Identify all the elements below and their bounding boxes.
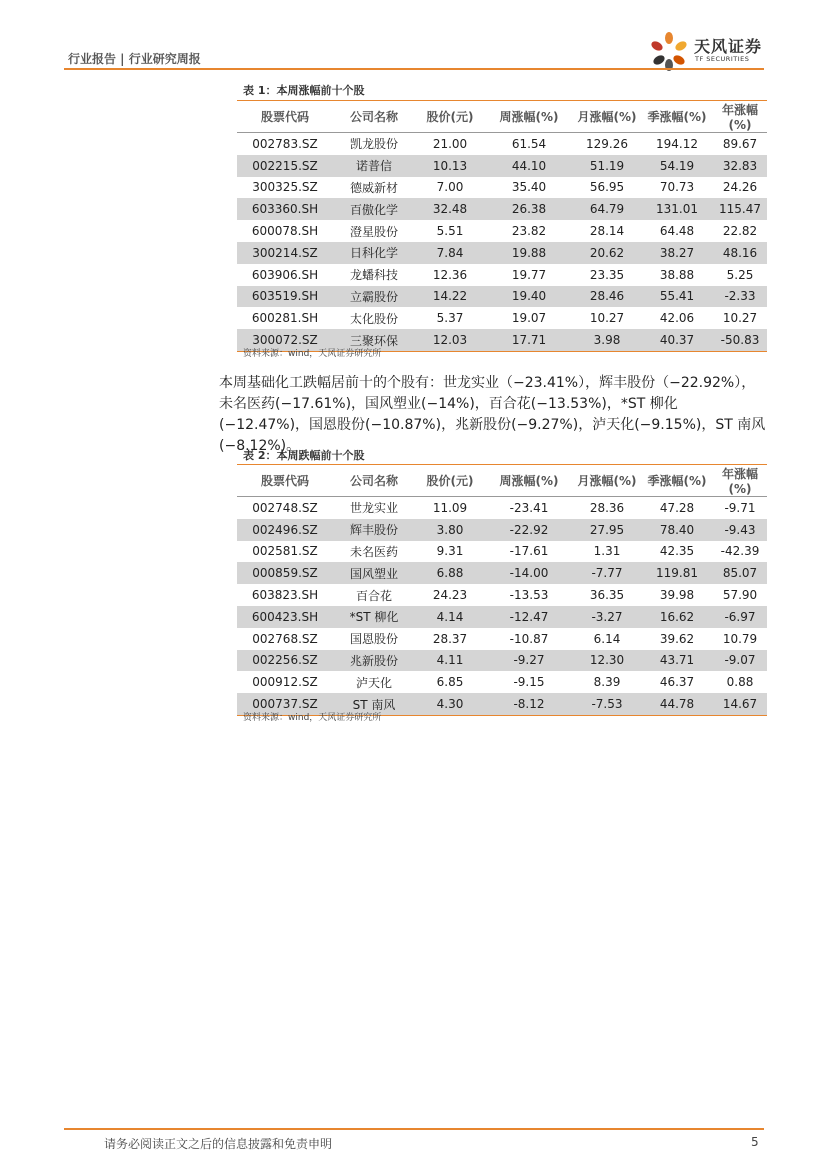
cell-year: -9.07 bbox=[713, 650, 767, 672]
cell-month: 20.62 bbox=[573, 242, 641, 264]
table-row bbox=[237, 177, 767, 199]
col-header-month: 月涨幅(%) bbox=[573, 101, 641, 133]
logo-subtitle: TF SECURITIES bbox=[695, 55, 750, 63]
cell-price: 4.14 bbox=[415, 606, 485, 628]
cell-month: -7.77 bbox=[573, 562, 641, 584]
cell-name: 三聚环保 bbox=[333, 329, 415, 351]
col-header-week: 周涨幅(%) bbox=[485, 101, 573, 133]
company-logo bbox=[648, 30, 768, 72]
cell-name: 百傲化学 bbox=[333, 198, 415, 220]
logo-name: 天风证券 bbox=[694, 37, 763, 56]
cell-season: 46.37 bbox=[659, 675, 695, 690]
cell-month: 12.30 bbox=[573, 650, 641, 672]
decliners-paragraph: 本周基础化工跌幅居前十的个股有：世龙实业（−23.41%），辉丰股份（−22.92%），未名医药(−17.61%)，国风塑业(−14%)，百合花(−13.53%)，*ST 柳化(−12.47%)，国恩股份(−10.87%)，兆新股份(−9.27%)，泸天化(−9.15%)，ST 南风(−8.12%)。 bbox=[219, 375, 766, 454]
cell-week: 35.40 bbox=[511, 180, 547, 195]
cell-year: 10.27 bbox=[722, 311, 758, 326]
cell-price: 28.37 bbox=[432, 631, 468, 646]
table-row bbox=[237, 519, 767, 541]
logo-flower-icon bbox=[648, 30, 692, 72]
cell-week: 19.07 bbox=[511, 311, 547, 326]
table-row bbox=[237, 497, 767, 519]
cell-name: 太化股份 bbox=[349, 311, 398, 326]
cell-code: 300214.SZ bbox=[237, 242, 333, 264]
cell-week: 26.38 bbox=[485, 198, 573, 220]
cell-name: 兆新股份 bbox=[333, 650, 415, 672]
cell-week: -22.92 bbox=[485, 519, 573, 541]
cell-month: 56.95 bbox=[589, 180, 625, 195]
cell-price: 6.85 bbox=[436, 675, 464, 690]
cell-year: -6.97 bbox=[713, 606, 767, 628]
cell-price: 7.00 bbox=[436, 180, 464, 195]
cell-week: -8.12 bbox=[485, 693, 573, 715]
cell-name: 澄星股份 bbox=[349, 224, 398, 239]
table2-header-row bbox=[237, 465, 767, 497]
cell-season: 54.19 bbox=[641, 155, 713, 177]
cell-price: 11.09 bbox=[432, 500, 468, 515]
cell-year: 10.79 bbox=[722, 631, 758, 646]
cell-month: 28.36 bbox=[589, 500, 625, 515]
header-breadcrumb: 行业报告 | 行业研究周报 bbox=[68, 52, 201, 66]
cell-month: 27.95 bbox=[573, 519, 641, 541]
cell-month: 10.27 bbox=[589, 311, 625, 326]
cell-code: 002748.SZ bbox=[252, 500, 318, 515]
cell-code: 600078.SH bbox=[251, 224, 319, 239]
cell-code: 300325.SZ bbox=[252, 180, 318, 195]
cell-season: 194.12 bbox=[656, 136, 698, 151]
cell-month: 3.98 bbox=[573, 329, 641, 351]
cell-season: 38.27 bbox=[641, 242, 713, 264]
cell-code: 603519.SH bbox=[237, 286, 333, 308]
col-header-code: 股票代码 bbox=[237, 101, 333, 133]
cell-week: -14.00 bbox=[485, 562, 573, 584]
cell-price: 32.48 bbox=[415, 198, 485, 220]
table-row bbox=[237, 650, 767, 672]
col-header-season: 季涨幅(%) bbox=[641, 101, 713, 133]
cell-season: 70.73 bbox=[659, 180, 695, 195]
cell-price: 4.30 bbox=[415, 693, 485, 715]
cell-week: -13.53 bbox=[509, 588, 549, 603]
table-row bbox=[237, 606, 767, 628]
cell-price: 6.88 bbox=[415, 562, 485, 584]
cell-week: -23.41 bbox=[509, 500, 549, 515]
cell-season: 43.71 bbox=[641, 650, 713, 672]
cell-week: 23.82 bbox=[511, 224, 547, 239]
table-row bbox=[237, 671, 767, 693]
table-row bbox=[237, 584, 767, 606]
cell-season: 40.37 bbox=[641, 329, 713, 351]
cell-season: 119.81 bbox=[641, 562, 713, 584]
table1-source: 资料来源：wind，天风证券研究所 bbox=[243, 349, 382, 359]
cell-season: 42.06 bbox=[659, 311, 695, 326]
cell-name: 国风塑业 bbox=[333, 562, 415, 584]
cell-code: 000912.SZ bbox=[252, 675, 318, 690]
footer-divider bbox=[64, 1128, 764, 1130]
cell-month: 6.14 bbox=[593, 631, 621, 646]
cell-price: 9.31 bbox=[436, 544, 464, 559]
cell-week: 17.71 bbox=[485, 329, 573, 351]
cell-code: 300072.SZ bbox=[237, 329, 333, 351]
cell-month: 129.26 bbox=[586, 136, 628, 151]
cell-price: 12.03 bbox=[415, 329, 485, 351]
footer-disclaimer: 请务必阅读正文之后的信息披露和免责申明 bbox=[104, 1137, 333, 1151]
cell-name: 龙蟠科技 bbox=[349, 268, 398, 283]
col-header-name: 公司名称 bbox=[333, 465, 415, 497]
table2-caption: 表 2：本周跌幅前十个股 bbox=[243, 449, 365, 462]
cell-name: 诺普信 bbox=[333, 155, 415, 177]
col-header-price: 股价(元) bbox=[415, 101, 485, 133]
cell-week: -17.61 bbox=[509, 544, 549, 559]
cell-week: -12.47 bbox=[485, 606, 573, 628]
cell-name: 立霸股份 bbox=[333, 286, 415, 308]
cell-week: 19.77 bbox=[511, 267, 547, 282]
cell-month: 1.31 bbox=[593, 544, 621, 559]
header-divider bbox=[64, 68, 764, 70]
cell-code: 000737.SZ bbox=[237, 693, 333, 715]
table-row bbox=[237, 562, 767, 584]
table-row bbox=[237, 628, 767, 650]
cell-code: 603906.SH bbox=[251, 267, 319, 282]
cell-price: 10.13 bbox=[415, 155, 485, 177]
cell-code: 002768.SZ bbox=[252, 631, 318, 646]
cell-price: 12.36 bbox=[432, 267, 468, 282]
cell-year: -50.83 bbox=[713, 329, 767, 351]
table1-header-row bbox=[237, 101, 767, 133]
cell-season: 47.28 bbox=[659, 500, 695, 515]
cell-month: 64.79 bbox=[573, 198, 641, 220]
cell-month: 8.39 bbox=[593, 675, 621, 690]
table-row bbox=[237, 242, 767, 264]
cell-season: 42.35 bbox=[659, 544, 695, 559]
table-row bbox=[237, 155, 767, 177]
cell-season: 64.48 bbox=[659, 224, 695, 239]
cell-season: 39.98 bbox=[659, 588, 695, 603]
col-header-week: 周涨幅(%) bbox=[485, 465, 573, 497]
cell-month: -7.53 bbox=[573, 693, 641, 715]
cell-month: 28.14 bbox=[589, 224, 625, 239]
table-row bbox=[237, 133, 767, 155]
col-header-month: 月涨幅(%) bbox=[573, 465, 641, 497]
cell-year: -9.43 bbox=[713, 519, 767, 541]
table-row bbox=[237, 541, 767, 563]
cell-price: 5.51 bbox=[436, 224, 464, 239]
cell-code: 002215.SZ bbox=[237, 155, 333, 177]
table-row bbox=[237, 307, 767, 329]
cell-code: 600423.SH bbox=[237, 606, 333, 628]
page-number: 5 bbox=[751, 1135, 759, 1149]
cell-week: -9.15 bbox=[513, 675, 545, 690]
cell-season: 16.62 bbox=[641, 606, 713, 628]
cell-week: 19.88 bbox=[485, 242, 573, 264]
cell-name: 凯龙股份 bbox=[349, 137, 398, 152]
cell-week: 19.40 bbox=[485, 286, 573, 308]
cell-code: 600281.SH bbox=[251, 311, 319, 326]
cell-code: 000859.SZ bbox=[237, 562, 333, 584]
table2-source: 资料来源：wind，天风证券研究所 bbox=[243, 713, 382, 723]
cell-season: 39.62 bbox=[659, 631, 695, 646]
cell-week: 44.10 bbox=[485, 155, 573, 177]
table-row bbox=[237, 264, 767, 286]
cell-code: 002783.SZ bbox=[252, 136, 318, 151]
cell-price: 7.84 bbox=[415, 242, 485, 264]
table-row bbox=[237, 286, 767, 308]
cell-year: 22.82 bbox=[722, 224, 758, 239]
col-header-code: 股票代码 bbox=[237, 465, 333, 497]
cell-year: 24.26 bbox=[722, 180, 758, 195]
table2-top-decliners bbox=[237, 464, 767, 716]
cell-name: *ST 柳化 bbox=[333, 606, 415, 628]
table1-top-gainers bbox=[237, 100, 767, 352]
cell-year: -2.33 bbox=[713, 286, 767, 308]
cell-price: 4.11 bbox=[415, 650, 485, 672]
col-header-name: 公司名称 bbox=[333, 101, 415, 133]
col-header-year: 年涨幅(%) bbox=[713, 465, 767, 497]
table1-caption: 表 1：本周涨幅前十个股 bbox=[243, 84, 365, 97]
cell-code: 002496.SZ bbox=[237, 519, 333, 541]
col-header-year: 年涨幅(%) bbox=[713, 101, 767, 133]
cell-week: 61.54 bbox=[511, 136, 547, 151]
cell-month: 28.46 bbox=[573, 286, 641, 308]
cell-price: 21.00 bbox=[432, 136, 468, 151]
cell-code: 603360.SH bbox=[237, 198, 333, 220]
cell-name: ST 南风 bbox=[333, 693, 415, 715]
cell-season: 44.78 bbox=[641, 693, 713, 715]
cell-month: 23.35 bbox=[589, 267, 625, 282]
cell-year: 89.67 bbox=[722, 136, 758, 151]
cell-price: 5.37 bbox=[436, 311, 464, 326]
table-row bbox=[237, 198, 767, 220]
cell-code: 603823.SH bbox=[251, 588, 319, 603]
cell-price: 3.80 bbox=[415, 519, 485, 541]
col-header-season: 季涨幅(%) bbox=[641, 465, 713, 497]
cell-month: -3.27 bbox=[573, 606, 641, 628]
cell-year: -42.39 bbox=[720, 544, 760, 559]
cell-code: 002581.SZ bbox=[252, 544, 318, 559]
col-header-price: 股价(元) bbox=[415, 465, 485, 497]
cell-price: 14.22 bbox=[415, 286, 485, 308]
cell-year: -9.71 bbox=[724, 500, 756, 515]
cell-season: 78.40 bbox=[641, 519, 713, 541]
cell-year: 14.67 bbox=[713, 693, 767, 715]
cell-year: 85.07 bbox=[713, 562, 767, 584]
cell-season: 55.41 bbox=[641, 286, 713, 308]
cell-price: 24.23 bbox=[432, 588, 468, 603]
cell-code: 002256.SZ bbox=[237, 650, 333, 672]
cell-name: 百合花 bbox=[355, 588, 392, 603]
cell-name: 国恩股份 bbox=[349, 632, 398, 647]
cell-year: 57.90 bbox=[722, 588, 758, 603]
cell-year: 115.47 bbox=[713, 198, 767, 220]
cell-year: 32.83 bbox=[713, 155, 767, 177]
cell-name: 日科化学 bbox=[333, 242, 415, 264]
cell-week: -9.27 bbox=[485, 650, 573, 672]
cell-name: 未名医药 bbox=[349, 544, 398, 559]
cell-year: 48.16 bbox=[713, 242, 767, 264]
cell-name: 德威新材 bbox=[349, 180, 398, 195]
cell-name: 世龙实业 bbox=[349, 501, 398, 516]
cell-name: 辉丰股份 bbox=[333, 519, 415, 541]
cell-month: 51.19 bbox=[573, 155, 641, 177]
table-row bbox=[237, 220, 767, 242]
cell-name: 泸天化 bbox=[355, 675, 392, 690]
cell-week: -10.87 bbox=[509, 631, 549, 646]
cell-month: 36.35 bbox=[589, 588, 625, 603]
cell-season: 38.88 bbox=[659, 267, 695, 282]
cell-year: 0.88 bbox=[726, 675, 754, 690]
cell-year: 5.25 bbox=[726, 267, 754, 282]
cell-season: 131.01 bbox=[641, 198, 713, 220]
